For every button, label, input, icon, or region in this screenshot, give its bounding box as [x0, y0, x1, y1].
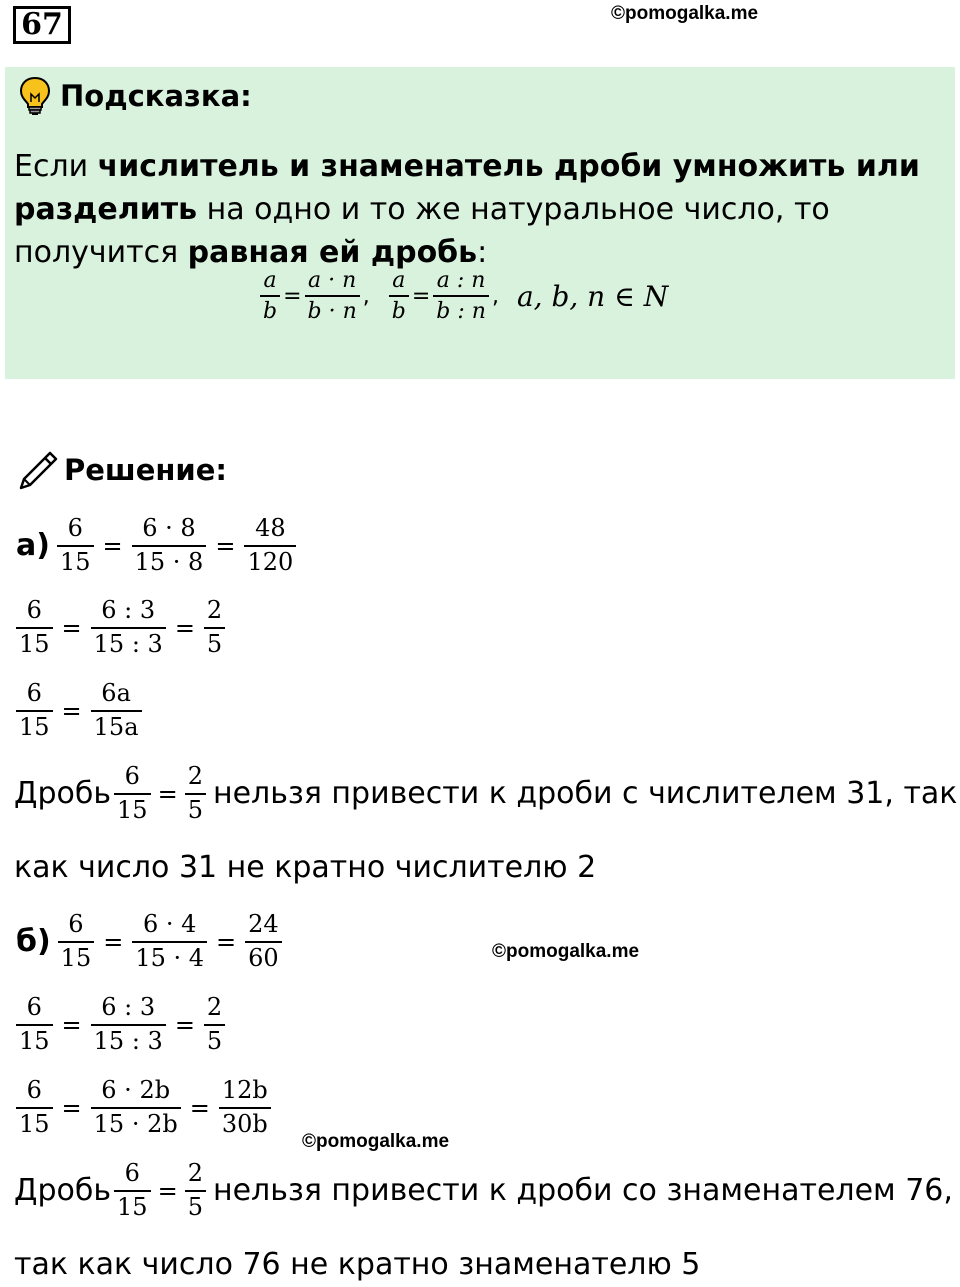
equation-b2: $\frac{6}{15}$ = $\frac{6 : 3}{15 : 3}$ = $\frac{2}{5}$ [13, 994, 228, 1055]
fraction: $\frac{a : n}{b : n}$ [433, 268, 489, 325]
lightbulb-icon [18, 76, 52, 120]
fraction: $\frac{a \cdot n}{b \cdot n}$ [305, 268, 360, 325]
fraction: $\frac{2}{5}$ [204, 994, 225, 1055]
fraction: $\frac{6}{15}$ [16, 597, 53, 658]
conclusion-b-line2: так как число 76 не кратно знаменателю 5 [14, 1247, 701, 1282]
watermark: ©pomogalka.me [611, 3, 759, 24]
fraction: $\frac{a}{b}$ [260, 268, 280, 325]
watermark: ©pomogalka.me [492, 941, 640, 962]
equation-b3: $\frac{6}{15}$ = $\frac{6 \cdot 2b}{15 \cdot 2b}$ = $\frac{12b}{30b}$ [13, 1077, 274, 1138]
fraction: $\frac{6}{15}$ [16, 994, 53, 1055]
fraction: $\frac{24}{60}$ [245, 911, 282, 972]
fraction: $\frac{48}{120}$ [244, 515, 296, 576]
fraction: $\frac{6}{15}$ [16, 1077, 53, 1138]
fraction: $\frac{2}{5}$ [185, 1160, 206, 1221]
fraction: $\frac{6}{15}$ [16, 680, 53, 741]
fraction: $\frac{6}{15}$ [57, 515, 94, 576]
watermark: ©pomogalka.me [302, 1131, 450, 1152]
part-label: а) [16, 528, 50, 564]
hint-formula: $\frac{a}{b}$ = $\frac{a \cdot n}{b \cdot n}$ , $\frac{a}{b}$ = $\frac{a : n}{b : n}$ , a, b, n ∈ N [257, 268, 668, 325]
conclusion-a-line2: как число 31 не кратно числителю 2 [14, 850, 597, 885]
equation-a3: $\frac{6}{15}$ = $\frac{6a}{15a}$ [13, 680, 145, 741]
task-number: 67 [13, 6, 71, 44]
fraction: $\frac{6}{15}$ [114, 1160, 151, 1221]
fraction: $\frac{6 : 3}{15 : 3}$ [91, 994, 166, 1055]
part-label: б) [16, 924, 51, 960]
hint-text: Если числитель и знаменатель дроби умножить или разделить на одно и то же натуральное число, то получится равная ей дробь: [14, 149, 920, 270]
fraction: $\frac{6 : 3}{15 : 3}$ [91, 597, 166, 658]
equation-a1: а) $\frac{6}{15}$ = $\frac{6 \cdot 8}{15 \cdot 8}$ = $\frac{48}{120}$ [16, 515, 299, 576]
fraction: $\frac{6}{15}$ [58, 911, 95, 972]
pencil-icon [16, 449, 60, 497]
conclusion-a: Дробь $\frac{6}{15}$ = $\frac{2}{5}$ нельзя привести к дроби с числителем 31, так [14, 762, 958, 824]
fraction: $\frac{2}{5}$ [204, 597, 225, 658]
equation-a2: $\frac{6}{15}$ = $\frac{6 : 3}{15 : 3}$ = $\frac{2}{5}$ [13, 597, 228, 658]
fraction: $\frac{6}{15}$ [114, 763, 151, 824]
solution-title: Решение: [64, 453, 228, 487]
fraction: $\frac{2}{5}$ [185, 763, 206, 824]
fraction: $\frac{6 \cdot 4}{15 \cdot 4}$ [132, 911, 207, 972]
equation-b1: б) $\frac{6}{15}$ = $\frac{6 \cdot 4}{15 \cdot 4}$ = $\frac{24}{60}$ [16, 911, 285, 972]
fraction: $\frac{6 \cdot 8}{15 \cdot 8}$ [132, 515, 207, 576]
hint-title: Подсказка: [60, 79, 252, 113]
fraction: $\frac{6a}{15a}$ [91, 680, 142, 741]
fraction: $\frac{6 \cdot 2b}{15 \cdot 2b}$ [91, 1077, 181, 1138]
fraction: $\frac{a}{b}$ [389, 268, 409, 325]
fraction: $\frac{12b}{30b}$ [219, 1077, 271, 1138]
conclusion-b: Дробь $\frac{6}{15}$ = $\frac{2}{5}$ нельзя привести к дроби со знаменателем 76, [14, 1159, 953, 1221]
